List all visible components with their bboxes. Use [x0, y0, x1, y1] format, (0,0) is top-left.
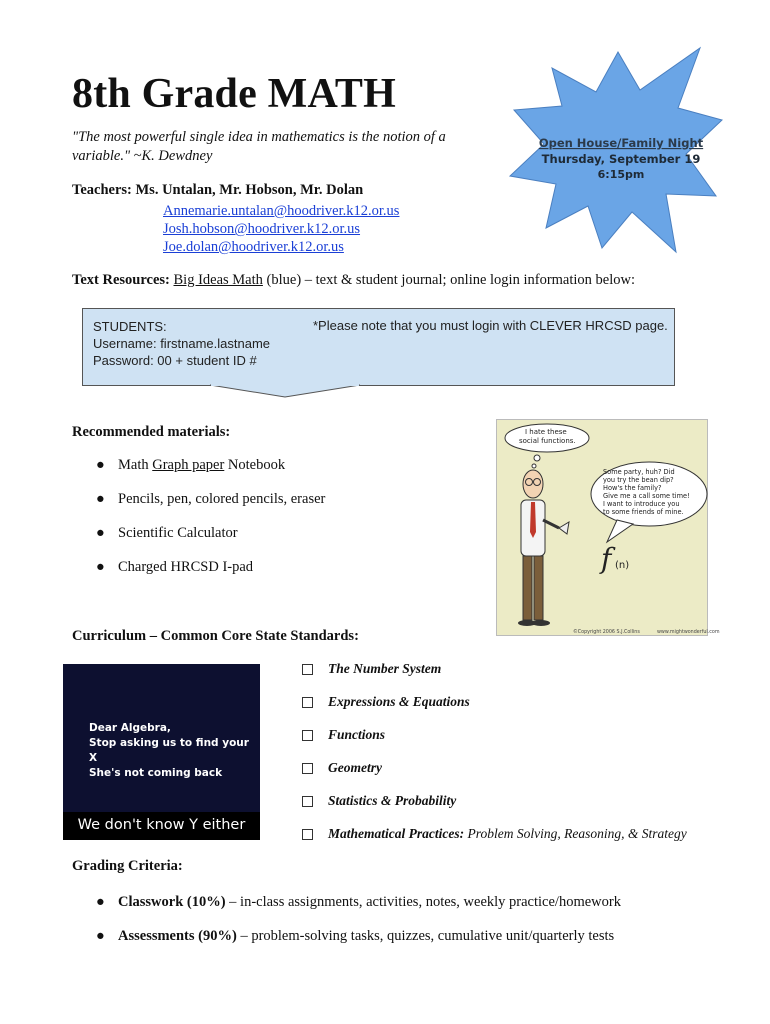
password-hint: Password: 00 + student ID #	[93, 353, 257, 368]
checkbox-icon	[302, 796, 313, 807]
callout-pointer	[210, 385, 360, 401]
list-item: Geometry	[302, 760, 687, 793]
checkbox-icon	[302, 763, 313, 774]
recommended-heading: Recommended materials:	[72, 424, 231, 440]
email-link-untalan[interactable]: Annemarie.untalan@hoodriver.k12.or.us	[163, 203, 400, 219]
checkbox-icon	[302, 697, 313, 708]
standards-list	[302, 661, 687, 859]
list-item: ● Pencils, pen, colored pencils, eraser	[96, 491, 326, 507]
svg-text:I want to introduce you: I want to introduce you	[603, 500, 680, 508]
book-title: Big Ideas Math	[173, 272, 263, 288]
svg-text:social functions.: social functions.	[519, 437, 576, 445]
text-resources	[72, 272, 635, 289]
curriculum-heading: Curriculum – Common Core State Standards:	[72, 628, 359, 644]
teachers-line: Teachers: Ms. Untalan, Mr. Hobson, Mr. Dolan	[72, 182, 364, 198]
resources-description: (blue) – text & student journal; online login information below:	[266, 272, 636, 288]
email-link-dolan[interactable]: Joe.dolan@hoodriver.k12.or.us	[163, 239, 344, 255]
list-item: Mathematical Practices: Problem Solving, Reasoning, & Strategy	[302, 826, 687, 859]
starburst-shape	[510, 48, 722, 252]
svg-text:How's the family?: How's the family?	[603, 484, 662, 492]
materials-list	[96, 456, 325, 592]
open-house-starburst	[500, 44, 730, 260]
list-item: Expressions & Equations	[302, 694, 687, 727]
grading-heading: Grading Criteria:	[72, 858, 183, 874]
starburst-line1: Open House/Family Night	[538, 136, 704, 150]
list-item: ● Classwork (10%) – in-class assignments, activities, notes, weekly practice/homework	[96, 894, 621, 910]
checkbox-icon	[302, 730, 313, 741]
email-link-hobson[interactable]: Josh.hobson@hoodriver.k12.or.us	[163, 221, 361, 237]
list-item: ● Charged HRCSD I-pad	[96, 559, 254, 575]
meme-line3: She's not coming back	[89, 767, 223, 779]
meme-caption: We don't know Y either	[63, 812, 260, 840]
svg-text:www.mightwonderful.com: www.mightwonderful.com	[657, 630, 720, 635]
students-label: STUDENTS:	[93, 319, 167, 334]
page-title: 8th Grade MATH	[72, 71, 396, 117]
svg-text:to some friends of mine.: to some friends of mine.	[603, 508, 684, 516]
list-item: The Number System	[302, 661, 687, 694]
list-item: ● Assessments (90%) – problem-solving tasks, quizzes, cumulative unit/quarterly tests	[96, 928, 615, 944]
svg-text:©Copyright 2006 S.J.Collins: ©Copyright 2006 S.J.Collins	[573, 630, 640, 635]
list-item: ● Math Graph paper Notebook	[96, 457, 286, 473]
meme-line1: Dear Algebra,	[89, 722, 171, 734]
svg-text:Some party, huh? Did: Some party, huh? Did	[603, 468, 675, 476]
svg-text:f: f	[601, 542, 612, 575]
login-callout	[82, 308, 675, 386]
clever-note: *Please note that you must login with CLEVER HRCSD page.	[313, 318, 668, 333]
teacher-emails	[163, 202, 399, 256]
svg-text:(n): (n)	[615, 560, 630, 571]
quote: "The most powerful single idea in mathematics is the notion of a variable." ~K. Dewdney	[72, 129, 446, 164]
starburst-line2: Thursday, September 19	[541, 152, 701, 166]
grading-list	[96, 893, 621, 961]
svg-text:Give me a call some time!: Give me a call some time!	[603, 492, 690, 500]
algebra-meme	[63, 664, 260, 840]
username-hint: Username: firstname.lastname	[93, 336, 271, 351]
resources-label: Text Resources:	[72, 272, 170, 288]
list-item: ● Scientific Calculator	[96, 525, 238, 541]
list-item: Functions	[302, 727, 687, 760]
function-cartoon	[496, 419, 720, 636]
starburst-line3: 6:15pm	[597, 168, 645, 181]
meme-line2: Stop asking us to find your X	[89, 737, 249, 764]
checkbox-icon	[302, 664, 313, 675]
list-item: Statistics & Probability	[302, 793, 687, 826]
svg-text:I hate these: I hate these	[525, 428, 567, 436]
svg-text:you try the bean dip?: you try the bean dip?	[603, 476, 674, 484]
checkbox-icon	[302, 829, 313, 840]
